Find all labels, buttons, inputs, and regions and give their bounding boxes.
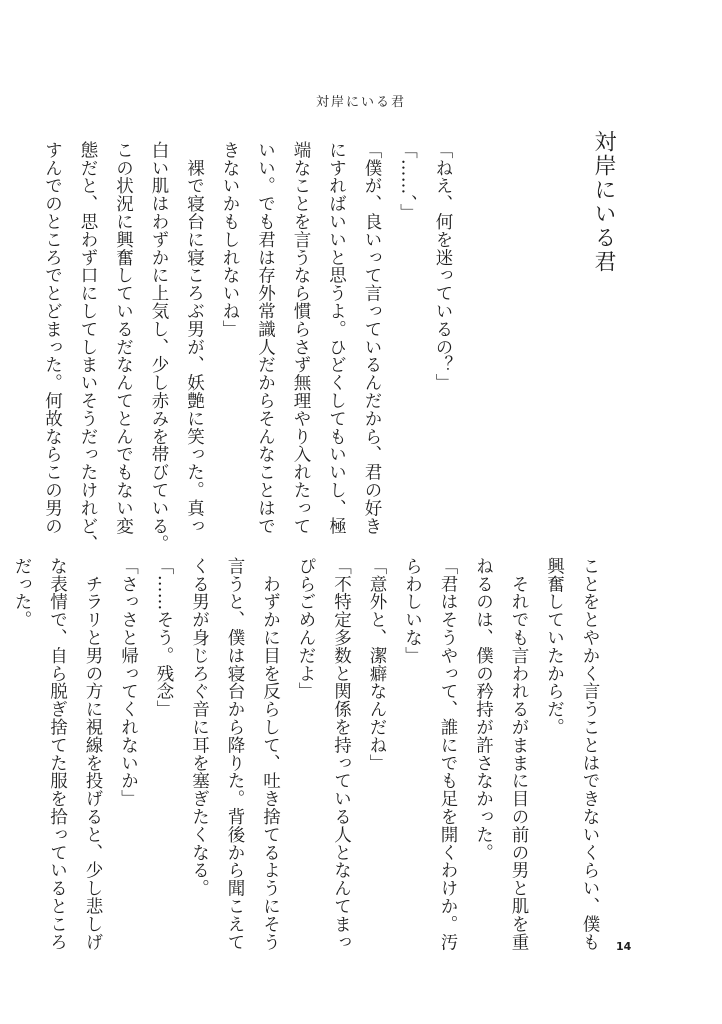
story-title: 対岸にいる君 <box>591 130 616 274</box>
text-line: 「意外と、潔癖なんだね」 <box>367 557 387 772</box>
text-line: 白い肌はわずかに上気し、少し赤みを帯びている。 <box>149 141 169 553</box>
text-line: な表情で、自ら脱ぎ捨てた服を拾っているところ <box>47 557 68 951</box>
text-line: 「僕が、良いって言っているんだから、君の好き <box>362 141 382 535</box>
text-line: 「……そう。残念」 <box>154 557 174 719</box>
running-head: 対岸にいる君 <box>315 95 406 110</box>
text-line: 「さっさと帰ってくれないか」 <box>118 557 139 808</box>
text-line: らわしいな」 <box>402 557 423 665</box>
text-line: 態だと、思わず口にしてしまいそうだったけれど、 <box>78 141 98 553</box>
text-line: にすればいいと思うよ。ひどくしてもいいし、極 <box>326 141 347 535</box>
text-line: きないかもしれないね」 <box>220 141 240 338</box>
text-line: すんでのところでとどまった。何故ならこの男の <box>42 141 63 535</box>
text-line: 「ねえ、何を迷っているの？」 <box>433 141 453 392</box>
text-line: それでも言われるがままに目の前の男と肌を重 <box>509 557 529 951</box>
text-line: 興奮していたからだ。 <box>544 557 565 736</box>
text-line: ねるのは、僕の矜持が許さなかった。 <box>473 557 494 862</box>
text-line: いい。でも君は存外常識人だからそんなことはで <box>255 141 276 535</box>
text-line: 端なことを言うなら慣らさず無理やり入れたって <box>291 141 311 535</box>
text-line: くる男が身じろぐ音に耳を塞ぎたくなる。 <box>189 557 210 898</box>
text-line: だった。 <box>12 557 32 629</box>
text-line: 「君はそうやって、誰にでも足を開くわけか。汚 <box>438 557 458 951</box>
text-line: ことをとやかく言うことはできないくらい、僕も <box>580 557 600 951</box>
text-line: 「……、」 <box>397 141 418 222</box>
page-number: 14 <box>616 940 632 953</box>
text-line: 裸で寝台に寝ころぶ男が、妖艶に笑った。真っ <box>184 141 205 535</box>
lower-text-block <box>4 557 608 951</box>
text-line: ぴらごめんだよ」 <box>296 557 316 701</box>
text-line: 「不特定多数と関係を持っている人となんてまっ <box>331 557 352 951</box>
text-line: 言うと、僕は寝台から降りた。背後から聞こえて <box>225 557 245 951</box>
text-line: この状況に興奮しているだなんてとんでもない変 <box>113 141 134 535</box>
upper-text-block <box>34 141 460 553</box>
text-line: チラリと男の方に視線を投げると、少し悲しげ <box>83 557 103 951</box>
text-line: わずかに目を反らして、吐き捨てるようにそう <box>260 557 281 951</box>
